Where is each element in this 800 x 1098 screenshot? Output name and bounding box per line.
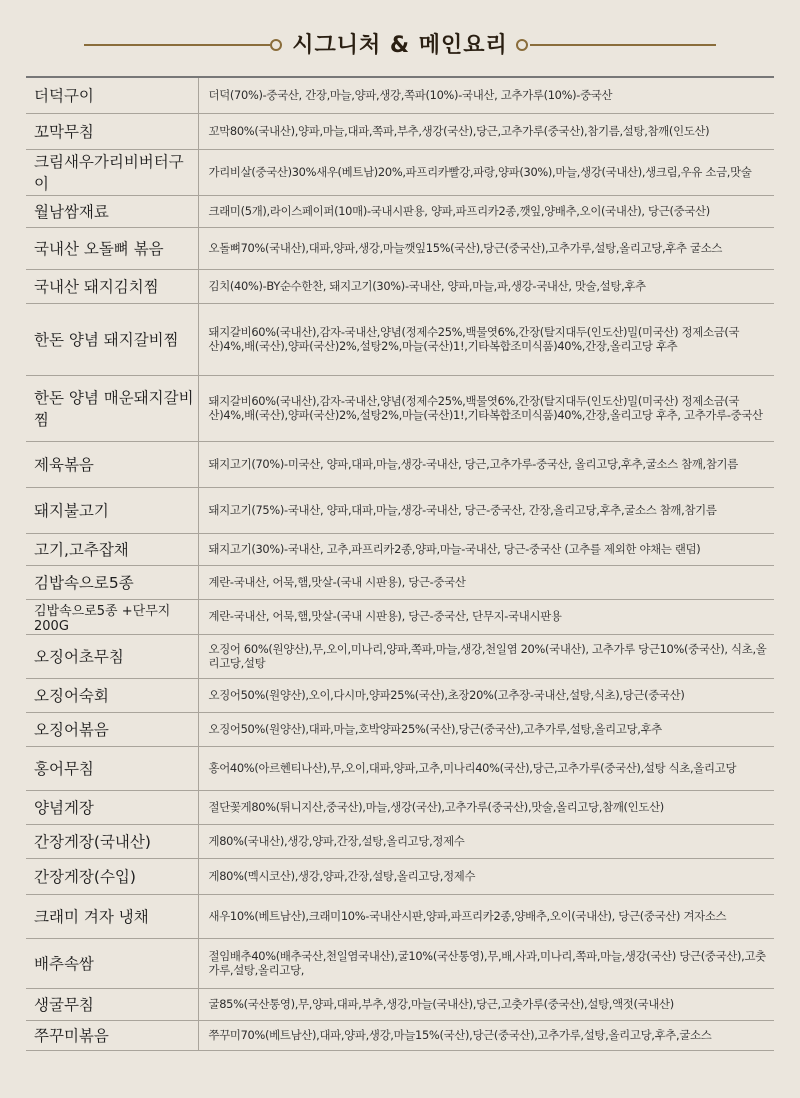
menu-row — [26, 487, 774, 533]
menu-item-ingredients: 새우10%(베트남산),크래미10%-국내산시판,양파,파프리카2종,양배추,오이(국내산), 당근(중국산) 겨자소스 — [198, 894, 774, 938]
menu-item-ingredients: 절단꽃게80%(튀니지산,중국산),마늘,생강(국산),고추가루(중국산),맛술,올리고당,참깨(인도산) — [198, 790, 774, 824]
menu-row — [26, 227, 774, 269]
menu-item-name: 오징어볶음 — [26, 712, 198, 746]
menu-item-ingredients: 오징어50%(원양산),오이,다시마,양파25%(국산),초장20%(고추장-국내산,설탕,식초),당근(중국산) — [198, 678, 774, 712]
menu-item-name: 김밥속으로5종 — [26, 565, 198, 599]
menu-item-name: 더덕구이 — [26, 77, 198, 113]
menu-item-name: 꼬막무침 — [26, 113, 198, 149]
menu-row — [26, 634, 774, 678]
menu-item-ingredients: 더덕(70%)-중국산, 간장,마늘,양파,생강,쪽파(10%)-국내산, 고추가루(10%)-중국산 — [198, 77, 774, 113]
menu-row — [26, 824, 774, 858]
menu-item-ingredients: 홍어40%(아르헨티나산),무,오이,대파,양파,고추,미나리40%(국산),당근,고추가루(중국산),설탕 식초,올리고당 — [198, 746, 774, 790]
header-ornament-left — [270, 39, 282, 51]
menu-item-ingredients: 꼬막80%(국내산),양파,마늘,대파,쪽파,부추,생강(국산),당근,고추가루(중국산),참기름,설탕,참깨(인도산) — [198, 113, 774, 149]
menu-row — [26, 77, 774, 113]
menu-item-name: 국내산 오돌뼈 볶음 — [26, 227, 198, 269]
menu-item-ingredients: 돼지고기(70%)-미국산, 양파,대파,마늘,생강-국내산, 당근,고추가루-중국산, 올리고당,후추,굴소스 참깨,참기름 — [198, 441, 774, 487]
menu-item-ingredients: 크래미(5개),라이스페이퍼(10매)-국내시판용, 양파,파프리카2종,깻잎,양배추,오이(국내산), 당근(중국산) — [198, 195, 774, 227]
menu-row — [26, 113, 774, 149]
menu-item-name: 간장게장(국내산) — [26, 824, 198, 858]
menu-item-ingredients: 오돌뼈70%(국내산),대파,양파,생강,마늘깻잎15%(국산),당근(중국산),고추가루,설탕,올리고당,후추 굴소스 — [198, 227, 774, 269]
menu-item-ingredients: 돼지갈비60%(국내산),감자-국내산,양념(정제수25%,백물엿6%,간장(탈지대두(인도산)밀(미국산) 정제소금(국산)4%,배(국산),양파(국산)2%,설탕2%,마늘(국산)1!,기타복합조미식품)40%,간장,올리고당 후추, 고추가루-중국산 — [198, 375, 774, 441]
header-divider-left — [84, 44, 270, 46]
section-title: 시그니처 & 메인요리 — [292, 33, 508, 58]
menu-item-name: 생굴무침 — [26, 988, 198, 1020]
menu-item-ingredients: 김치(40%)-BY순수한찬, 돼지고기(30%)-국내산, 양파,마늘,파,생강-국내산, 맛술,설탕,후추 — [198, 269, 774, 303]
menu-item-name: 국내산 돼지김치찜 — [26, 269, 198, 303]
menu-row — [26, 565, 774, 599]
menu-item-name: 홍어무침 — [26, 746, 198, 790]
menu-item-name: 간장게장(수입) — [26, 858, 198, 894]
menu-item-name: 오징어숙회 — [26, 678, 198, 712]
menu-item-name: 크래미 겨자 냉채 — [26, 894, 198, 938]
menu-item-ingredients: 돼지고기(75%)-국내산, 양파,대파,마늘,생강-국내산, 당근-중국산, 간장,올리고당,후추,굴소스 참깨,참기름 — [198, 487, 774, 533]
menu-row — [26, 988, 774, 1020]
menu-item-name: 김밥속으로5종 +단무지200G — [26, 599, 198, 634]
menu-item-ingredients: 계란-국내산, 어묵,햄,맛살-(국내 시판용), 당근-중국산, 단무지-국내시판용 — [198, 599, 774, 634]
menu-table — [26, 76, 774, 1051]
menu-row — [26, 375, 774, 441]
menu-row — [26, 746, 774, 790]
menu-item-name: 양념게장 — [26, 790, 198, 824]
menu-item-ingredients: 쭈꾸미70%(베트남산),대파,양파,생강,마늘15%(국산),당근(중국산),고추가루,설탕,올리고당,후추,굴소스 — [198, 1020, 774, 1050]
menu-item-ingredients: 오징어 60%(원양산),무,오이,미나리,양파,쪽파,마늘,생강,천일염 20%(국내산), 고추가루 당근10%(중국산), 식초,올리고당,설탕 — [198, 634, 774, 678]
menu-item-name: 쭈꾸미볶음 — [26, 1020, 198, 1050]
menu-row — [26, 894, 774, 938]
menu-row — [26, 678, 774, 712]
menu-row — [26, 269, 774, 303]
menu-row — [26, 712, 774, 746]
menu-item-ingredients: 절임배추40%(배추국산,천일염국내산),굴10%(국산통영),무,배,사과,미나리,쪽파,마늘,생강(국산) 당근(중국산),고춧가루,설탕,올리고당, — [198, 938, 774, 988]
menu-item-ingredients: 게80%(국내산),생강,양파,간장,설탕,올리고당,정제수 — [198, 824, 774, 858]
menu-row — [26, 790, 774, 824]
menu-item-ingredients: 계란-국내산, 어묵,햄,맛살-(국내 시판용), 당근-중국산 — [198, 565, 774, 599]
menu-item-ingredients: 오징어50%(원양산),대파,마늘,호박양파25%(국산),당근(중국산),고추가루,설탕,올리고당,후추 — [198, 712, 774, 746]
menu-item-name: 한돈 양념 돼지갈비찜 — [26, 303, 198, 375]
menu-item-name: 고기,고추잡채 — [26, 533, 198, 565]
menu-item-name: 배추속쌈 — [26, 938, 198, 988]
menu-row — [26, 1020, 774, 1050]
section-header — [0, 0, 800, 76]
menu-row — [26, 533, 774, 565]
menu-item-ingredients: 굴85%(국산통영),무,양파,대파,부추,생강,마늘(국내산),당근,고춧가루(중국산),설탕,액젓(국내산) — [198, 988, 774, 1020]
menu-item-ingredients: 돼지고기(30%)-국내산, 고추,파프리카2종,양파,마늘-국내산, 당근-중국산 (고추를 제외한 야채는 랜덤) — [198, 533, 774, 565]
menu-item-ingredients: 돼지갈비60%(국내산),감자-국내산,양념(정제수25%,백물엿6%,간장(탈지대두(인도산)밀(미국산) 정제소금(국산)4%,배(국산),양파(국산)2%,설탕2%,마늘(국산)1!,기타복합조미식품)40%,간장,올리고당 후추 — [198, 303, 774, 375]
menu-item-name: 한돈 양념 매운돼지갈비찜 — [26, 375, 198, 441]
menu-row — [26, 858, 774, 894]
menu-item-name: 돼지불고기 — [26, 487, 198, 533]
header-divider-right — [530, 44, 716, 46]
menu-item-name: 월남쌈재료 — [26, 195, 198, 227]
menu-item-name: 오징어초무침 — [26, 634, 198, 678]
menu-row — [26, 149, 774, 195]
menu-row — [26, 599, 774, 634]
menu-item-ingredients: 가리비살(중국산)30%새우(베트남)20%,파프리카빨강,파랑,양파(30%),마늘,생강(국내산),생크림,우유 소금,맛술 — [198, 149, 774, 195]
menu-row — [26, 303, 774, 375]
menu-row — [26, 195, 774, 227]
menu-row — [26, 938, 774, 988]
menu-item-name: 제육볶음 — [26, 441, 198, 487]
menu-item-name: 크림새우가리비버터구이 — [26, 149, 198, 195]
header-ornament-right — [516, 39, 528, 51]
menu-item-ingredients: 게80%(멕시코산),생강,양파,간장,설탕,올리고당,정제수 — [198, 858, 774, 894]
menu-row — [26, 441, 774, 487]
